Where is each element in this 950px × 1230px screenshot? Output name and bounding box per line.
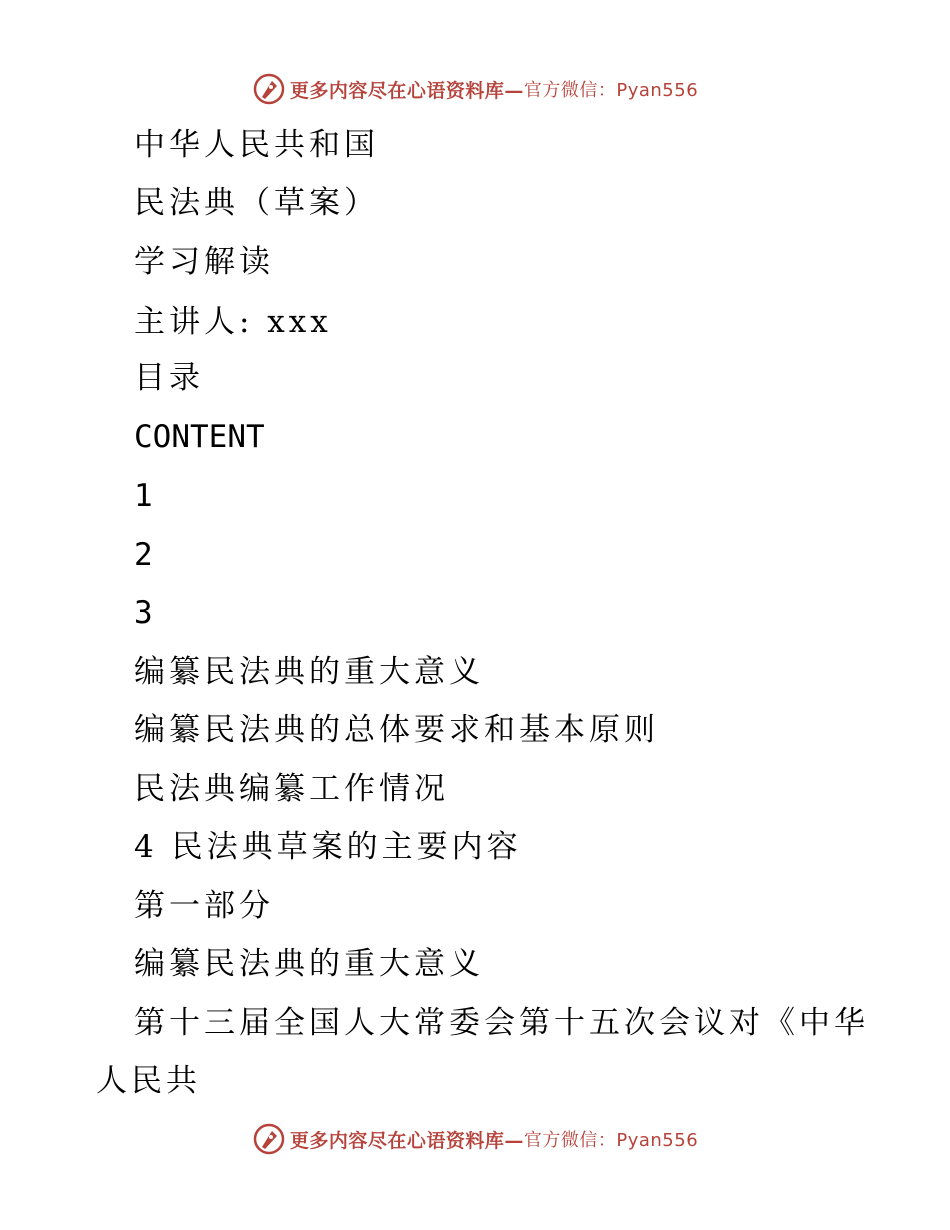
doc-line: 民法典（草案）	[134, 185, 379, 221]
doc-line: 4 民法典草案的主要内容	[134, 829, 522, 865]
doc-line: 主讲人: xxx	[134, 304, 332, 340]
doc-line: 第一部分	[134, 888, 274, 924]
watermark-text: 更多内容尽在心语资料库—	[289, 1129, 524, 1152]
doc-line: 编纂民法典的重大意义	[134, 654, 484, 690]
watermark-wechat: 官方微信：Pyan556	[523, 80, 699, 101]
doc-line: 编纂民法典的总体要求和基本原则	[134, 712, 659, 748]
doc-line: 目录	[134, 360, 204, 396]
doc-line: 编纂民法典的重大意义	[134, 946, 484, 982]
pen-nib-logo-icon	[252, 72, 286, 106]
doc-line: 人民共	[96, 1063, 201, 1099]
footer-watermark	[0, 1122, 950, 1156]
doc-line: 3	[134, 595, 153, 631]
doc-line: CONTENT	[134, 419, 265, 455]
doc-line: 学习解读	[134, 244, 274, 280]
pen-nib-logo-icon	[252, 1122, 286, 1156]
doc-line: 2	[134, 537, 153, 573]
doc-line: 第十三届全国人大常委会第十五次会议对《中华	[134, 1005, 869, 1041]
doc-line: 1	[134, 478, 153, 514]
watermark-wechat: 官方微信：Pyan556	[523, 1130, 699, 1151]
header-watermark	[0, 72, 950, 106]
watermark-text: 更多内容尽在心语资料库—	[289, 79, 524, 102]
doc-line: 民法典编纂工作情况	[134, 771, 449, 807]
doc-line: 中华人民共和国	[134, 127, 379, 163]
